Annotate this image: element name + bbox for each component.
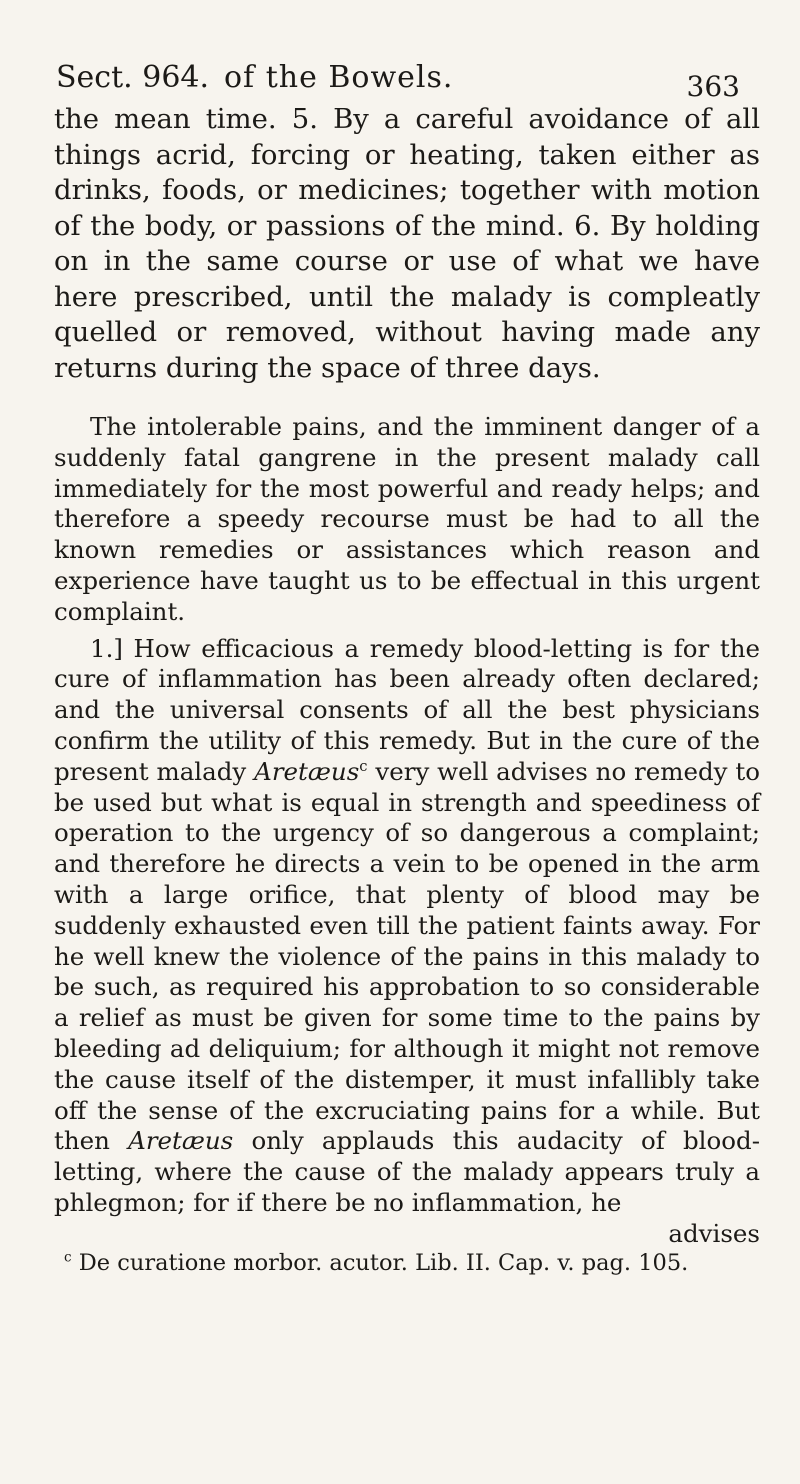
page-number: 363	[686, 70, 740, 103]
paragraph-text-part-1: 1.] How efficacious a remedy blood-letting is for the cure of inflammation has been already often declared; and the universal consents of all the best physicians confirm the utility of this remedy. But in the cure of the present malady	[54, 633, 760, 786]
paragraph-text-part-2: very well advises no remedy to be used but what is equal in strength and speediness of operation to the urgency of so dangerous a complaint; and therefore he directs a vein to be opened in the arm with a large orifice, that plenty of blood may be suddenly exhausted even till the patient faints away. For he well knew the violence of the pains in this malady to be such, as required his approbation to so considerable a relief as must be given for some time to the pains by bleeding ad deliquium; for although it might not remove the cause itself of the distemper, it must infallibly take off the sense of the excruciating pains for a while. But then	[54, 756, 760, 1156]
catchword: advises	[668, 1218, 760, 1248]
footnote	[54, 1249, 760, 1277]
author-name-aretaeus-second: Aretæus	[128, 1126, 234, 1156]
footnote-mark: c	[64, 1249, 72, 1266]
author-name-aretaeus: Aretæus	[254, 756, 360, 786]
paragraph-blood-letting	[54, 634, 760, 1219]
paragraph-text-part-3: only applauds this audacity of blood-letting, where the cause of the malady appears truly a phlegmon; for if there be no inflammation, he	[54, 1126, 760, 1217]
paragraph-intolerable-pains: The intolerable pains, and the imminent danger of a suddenly fatal gangrene in the present malady call immediately for the most powerful and ready helps; and therefore a speedy recourse must be had to all the known remedies or assistances which reason and experience have taught us to be effectual in this urgent complaint.	[54, 412, 760, 626]
running-head	[54, 54, 760, 106]
paragraph-continuation: the mean time. 5. By a careful avoidance of all things acrid, forcing or heating, taken either as drinks, foods, or medicines; together with motion of the body, or passions of the mind. 6. By holding on in the same course or use of what we have here prescribed, until the malady is compleatly quelled or removed, without having made any returns during the space of three days.	[54, 103, 760, 384]
running-title: of the Bowels.	[224, 60, 454, 95]
footnote-text: De curatione morbor. acutor. Lib. II. Cap. v. pag. 105.	[78, 1249, 689, 1276]
section-number: Sect. 964.	[56, 60, 210, 95]
footnote-reference-mark: c	[359, 757, 368, 775]
